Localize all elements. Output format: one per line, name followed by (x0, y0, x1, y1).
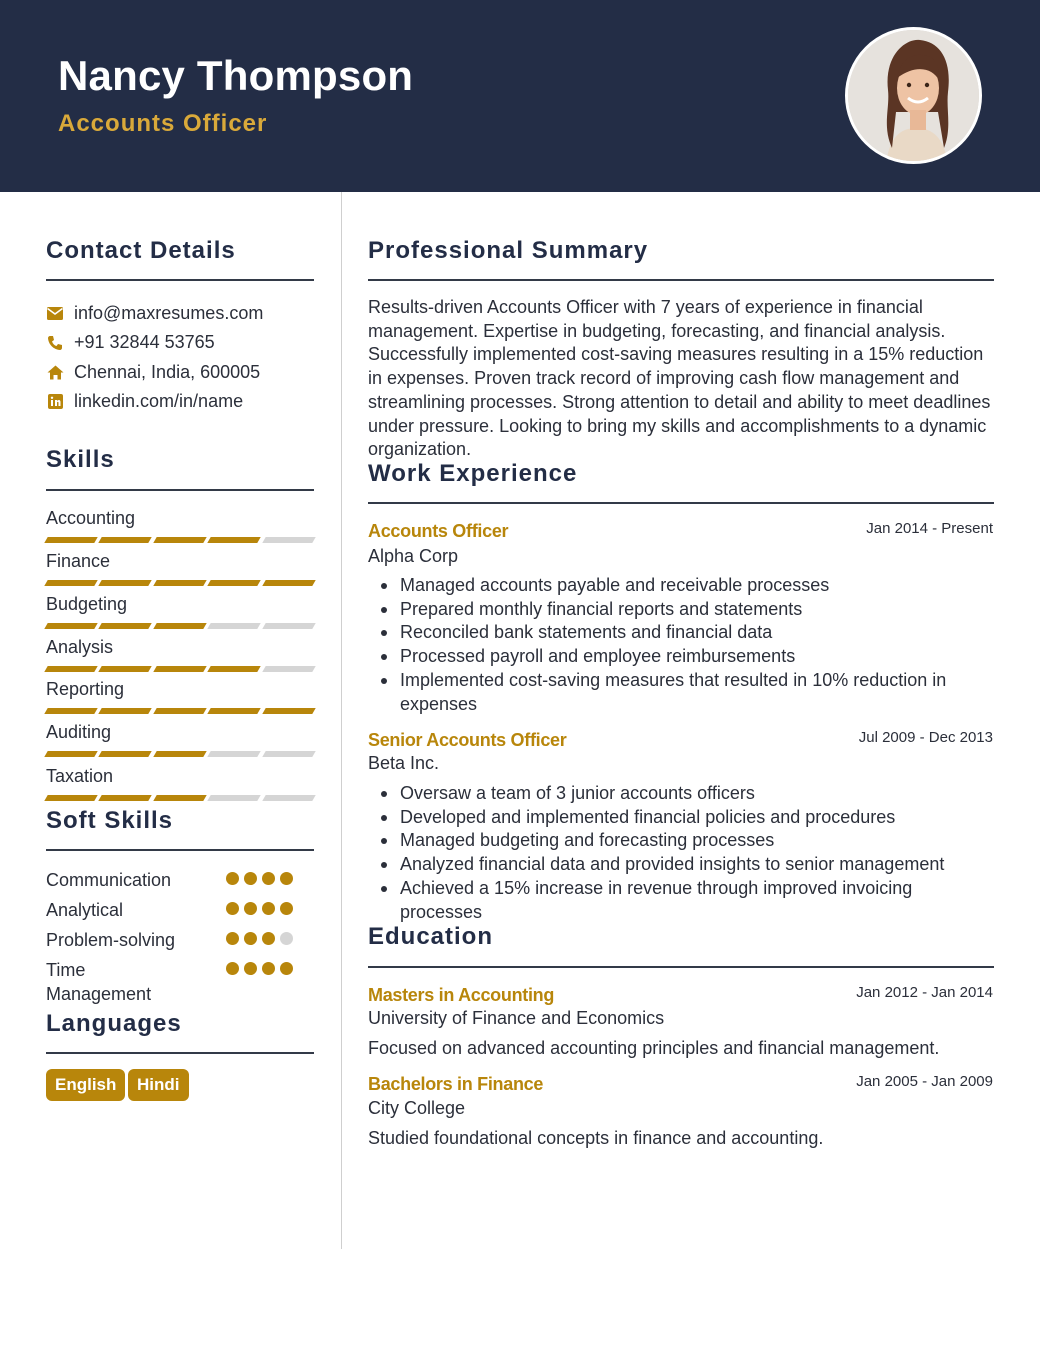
contact-linkedin[interactable] (46, 391, 243, 412)
degree-date: Jan 2005 - Jan 2009 (856, 1073, 993, 1090)
skill-level-segment (153, 666, 207, 672)
rating-dot (262, 902, 275, 915)
summary-rule (368, 279, 994, 281)
candidate-name: Nancy Thompson (58, 52, 414, 99)
list-item: Implemented cost-saving measures that resulted in 10% reduction in expenses (368, 669, 996, 716)
contact-address-text: Chennai, India, 600005 (74, 362, 261, 382)
skill-level-segment (44, 623, 98, 629)
school-name: City College (368, 1098, 466, 1118)
rating-dot (226, 932, 239, 945)
resume-header (0, 0, 1040, 192)
skill-level-segment (207, 666, 261, 672)
soft-skill-rating (226, 872, 306, 890)
skill-level-bar (46, 580, 314, 586)
language-tag: Hindi (128, 1069, 189, 1101)
skill-level-segment (99, 537, 153, 543)
rating-dot (244, 872, 257, 885)
summary-section-title: Professional Summary (368, 237, 649, 264)
list-item: Analyzed financial data and provided insights to senior management (368, 853, 996, 877)
skill-level-segment (207, 795, 261, 801)
envelope-icon (46, 305, 64, 323)
skill-level-segment (99, 708, 153, 714)
job-bullets (368, 574, 996, 716)
skill-level-segment (153, 537, 207, 543)
phone-icon (46, 334, 64, 352)
rating-dot (244, 932, 257, 945)
skill-level-segment (99, 751, 153, 757)
school-name: University of Finance and Economics (368, 1008, 665, 1028)
contact-email-text: info@maxresumes.com (74, 303, 264, 323)
experience-rule (368, 502, 994, 504)
degree-description: Focused on advanced accounting principles and financial management. (368, 1038, 940, 1058)
job-date: Jan 2014 - Present (866, 520, 993, 537)
language-tag: English (46, 1069, 125, 1101)
soft-skill-label: Problem-solving (46, 930, 176, 950)
linkedin-icon (46, 393, 64, 411)
skill-level-segment (99, 580, 153, 586)
contact-address (46, 362, 260, 383)
skill-label: Analysis (46, 637, 114, 657)
list-item: Developed and implemented financial policies and procedures (368, 806, 996, 830)
skill-level-segment (44, 708, 98, 714)
list-item: Processed payroll and employee reimbursements (368, 645, 996, 669)
list-item: Reconciled bank statements and financial data (368, 621, 996, 645)
skill-level-segment (207, 580, 261, 586)
skill-level-segment (44, 580, 98, 586)
rating-dot (226, 962, 239, 975)
degree-description: Studied foundational concepts in finance and accounting. (368, 1128, 824, 1148)
skill-level-segment (153, 751, 207, 757)
degree-title: Masters in Accounting (368, 985, 555, 1005)
list-item: Prepared monthly financial reports and statements (368, 598, 996, 622)
profile-photo-icon (848, 30, 982, 164)
rating-dot (244, 902, 257, 915)
skill-level-bar (46, 537, 314, 543)
skill-level-segment (207, 537, 261, 543)
job-date: Jul 2009 - Dec 2013 (858, 729, 993, 746)
soft-skill-label: Time Management (46, 960, 152, 1004)
skill-level-segment (262, 537, 316, 543)
rating-dot (280, 902, 293, 915)
job-bullets (368, 782, 996, 924)
skill-level-bar (46, 666, 314, 672)
skill-level-segment (153, 580, 207, 586)
skill-level-segment (99, 795, 153, 801)
skill-label: Auditing (46, 722, 112, 742)
soft-skill-label: Communication (46, 870, 172, 890)
skill-level-segment (262, 751, 316, 757)
rating-dot (244, 962, 257, 975)
rating-dot (226, 872, 239, 885)
experience-section-title: Work Experience (368, 460, 578, 487)
rating-dot (280, 872, 293, 885)
skill-level-segment (262, 580, 316, 586)
soft-skills-rule (46, 849, 314, 851)
job-company: Alpha Corp (368, 546, 459, 566)
skill-level-segment (153, 623, 207, 629)
home-icon (46, 364, 64, 382)
avatar (845, 27, 982, 164)
soft-skill-rating (226, 962, 306, 980)
rating-dot (280, 962, 293, 975)
rating-dot (262, 872, 275, 885)
contact-email[interactable] (46, 303, 263, 324)
skills-rule (46, 489, 314, 491)
degree-title: Bachelors in Finance (368, 1074, 544, 1094)
skill-level-segment (262, 623, 316, 629)
skill-label: Reporting (46, 679, 125, 699)
job-company: Beta Inc. (368, 753, 440, 773)
skill-label: Accounting (46, 508, 136, 528)
skill-level-segment (44, 666, 98, 672)
candidate-role: Accounts Officer (58, 110, 268, 137)
skill-level-bar (46, 708, 314, 714)
list-item: Achieved a 15% increase in revenue through improved invoicing processes (368, 877, 996, 924)
skill-label: Taxation (46, 766, 114, 786)
skill-level-segment (262, 666, 316, 672)
contact-phone-text: +91 32844 53765 (74, 332, 215, 352)
skill-level-segment (207, 708, 261, 714)
skill-level-segment (153, 795, 207, 801)
skill-level-bar (46, 795, 314, 801)
skill-level-segment (153, 708, 207, 714)
contact-section-title: Contact Details (46, 237, 236, 264)
rating-dot (226, 902, 239, 915)
skill-label: Finance (46, 551, 111, 571)
contact-phone[interactable] (46, 332, 215, 353)
education-section-title: Education (368, 923, 494, 950)
rating-dot (280, 932, 293, 945)
column-divider (341, 192, 342, 1249)
skill-level-segment (262, 708, 316, 714)
soft-skill-label: Analytical (46, 900, 124, 920)
skill-level-segment (44, 751, 98, 757)
education-rule (368, 966, 994, 968)
rating-dot (262, 962, 275, 975)
list-item: Managed accounts payable and receivable processes (368, 574, 996, 598)
skill-level-bar (46, 751, 314, 757)
soft-skill-rating (226, 902, 306, 920)
languages-rule (46, 1052, 314, 1054)
soft-skills-section-title: Soft Skills (46, 807, 174, 834)
list-item: Managed budgeting and forecasting processes (368, 829, 996, 853)
skill-level-segment (207, 751, 261, 757)
languages-section-title: Languages (46, 1010, 182, 1037)
skill-level-segment (44, 537, 98, 543)
contact-rule (46, 279, 314, 281)
skill-level-segment (207, 623, 261, 629)
skill-level-bar (46, 623, 314, 629)
contact-linkedin-text: linkedin.com/in/name (74, 391, 244, 411)
skill-level-segment (99, 623, 153, 629)
list-item: Oversaw a team of 3 junior accounts officers (368, 782, 996, 806)
soft-skill-rating (226, 932, 306, 950)
rating-dot (262, 932, 275, 945)
degree-date: Jan 2012 - Jan 2014 (856, 984, 993, 1001)
summary-text: Results-driven Accounts Officer with 7 years of experience in financial management. Expertise in budgeting, forecasting, and financial analysis. Successfully implemented cost-saving measures resulting in a 15% reduction in expenses. Proven track record of improving cash flow management and streamlining processes. Strong attention to detail and ability to meet deadlines under pressure. Looking to bring my skills and accomplishments to a dynamic organization. (368, 297, 991, 460)
job-title: Accounts Officer (368, 521, 509, 541)
skill-level-segment (44, 795, 98, 801)
skill-level-segment (262, 795, 316, 801)
job-title: Senior Accounts Officer (368, 730, 567, 750)
skills-section-title: Skills (46, 446, 115, 473)
skill-label: Budgeting (46, 594, 128, 614)
skill-level-segment (99, 666, 153, 672)
